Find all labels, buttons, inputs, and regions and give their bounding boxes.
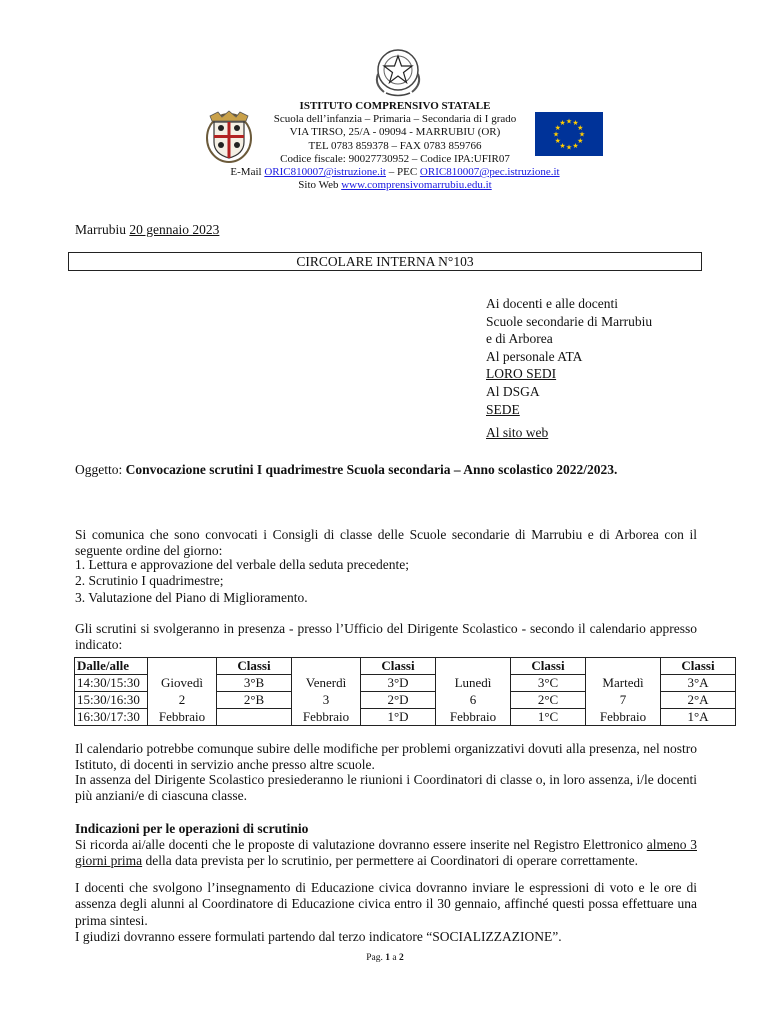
schedule-intro: Gli scrutini si svolgeranno in presenza - presso l’Ufficio del Dirigente Scolastico - secondo il calendario appresso indicato: — [75, 621, 697, 653]
school-codes: Codice fiscale: 90027730952 – Codice IPA:UFIR07 — [280, 152, 510, 165]
eu-star-icon: ★ — [554, 124, 561, 132]
recipient-line: Al DSGA — [486, 383, 540, 399]
school-levels: Scuola dell’infanzia – Primaria – Secondaria di I grado — [273, 113, 517, 126]
pec-link[interactable]: ORIC810007@pec.istruzione.it — [419, 166, 560, 179]
class-header: Classi — [217, 658, 292, 675]
school-emails — [150, 166, 640, 179]
eu-star-icon: ★ — [559, 141, 566, 150]
school-website — [150, 179, 640, 192]
day-number: 2 — [148, 692, 217, 709]
class-cell: 2°A — [661, 692, 736, 709]
page-number — [0, 953, 770, 963]
date-place: Marrubiu — [75, 222, 130, 237]
page-sep: a — [390, 953, 399, 963]
day-month: Febbraio — [148, 709, 217, 726]
indications-paragraph-1 — [75, 837, 697, 870]
class-cell — [217, 709, 292, 726]
eu-star-icon: ★ — [572, 119, 579, 128]
recipient-line: e di Arborea — [486, 331, 553, 347]
class-cell: 1°D — [361, 709, 436, 726]
agenda-item: 3. Valutazione del Piano di Miglioramento. — [75, 589, 308, 605]
table-row — [75, 675, 736, 692]
intro-paragraph: Si comunica che sono convocati i Consigli di classe delle Scuole secondarie di Marrubiu e di Arborea con il seguente ordine del giorno: — [75, 527, 697, 559]
school-address: VIA TIRSO, 25/A - 09094 - MARRUBIU (OR) — [289, 126, 501, 139]
day-name: Martedì — [586, 675, 661, 692]
table-row — [75, 709, 736, 726]
time-cell: 16:30/17:30 — [75, 709, 148, 726]
recipient-line: Scuole secondarie di Marrubiu — [486, 313, 653, 329]
indications-deadline: almeno 3 giorni prima — [75, 837, 697, 869]
recipient-line: LORO SEDI — [486, 366, 557, 382]
table-row — [75, 692, 736, 709]
day-month: Febbraio — [292, 709, 361, 726]
class-cell: 1°C — [511, 709, 586, 726]
class-cell: 3°C — [511, 675, 586, 692]
class-cell: 2°B — [217, 692, 292, 709]
eu-star-icon: ★ — [565, 117, 573, 126]
day-cell-empty — [586, 658, 661, 675]
document-date — [75, 222, 219, 238]
school-phone: TEL 0783 859378 – FAX 0783 859766 — [308, 139, 482, 152]
day-name: Venerdì — [292, 675, 361, 692]
eu-star-icon: ★ — [554, 137, 561, 145]
subject-label: Oggetto: — [75, 462, 126, 477]
agenda-list — [75, 557, 409, 606]
subject-line — [75, 462, 617, 478]
class-cell: 3°D — [361, 675, 436, 692]
class-cell: 1°A — [661, 709, 736, 726]
day-number: 3 — [292, 692, 361, 709]
absence-note: In assenza del Dirigente Scolastico presiederanno le riunioni i Coordinatori di classe o, in loro assenza, i/le docenti più anziani/e di ciascuna classe. — [75, 772, 697, 804]
recipients-block — [486, 295, 652, 442]
indications-title: Indicazioni per le operazioni di scrutinio — [75, 821, 309, 836]
day-cell-empty — [436, 658, 511, 675]
indications-text: della data prevista per lo scrutinio, per permettere ai Coordinatori di operare correttamente. — [142, 853, 639, 869]
agenda-item: 1. Lettura e approvazione del verbale della seduta precedente; — [75, 557, 409, 572]
agenda-item: 2. Scrutinio I quadrimestre; — [75, 573, 224, 589]
web-prefix: Sito Web — [298, 179, 342, 192]
school-header — [150, 100, 640, 192]
day-number: 7 — [586, 692, 661, 709]
website-link[interactable]: www.comprensivomarrubiu.edu.it — [341, 179, 492, 192]
class-cell: 3°A — [661, 675, 736, 692]
eu-star-icon: ★ — [565, 143, 573, 152]
recipient-line: Al personale ATA — [486, 348, 583, 364]
class-cell: 2°D — [361, 692, 436, 709]
class-header: Classi — [361, 658, 436, 675]
day-month: Febbraio — [436, 709, 511, 726]
class-header: Classi — [511, 658, 586, 675]
day-number: 6 — [436, 692, 511, 709]
subject-text: Convocazione scrutini I quadrimestre Scuola secondaria – Anno scolastico 2022/2023. — [125, 462, 618, 477]
page-current: 1 — [385, 953, 391, 963]
recipient-line: SEDE — [486, 401, 520, 417]
indications-paragraph-3: I giudizi dovranno essere formulati partendo dal terzo indicatore “SOCIALIZZAZIONE”. — [75, 929, 562, 944]
recipient-line: Ai docenti e alle docenti — [486, 296, 618, 311]
calendar-note: Il calendario potrebbe comunque subire delle modifiche per problemi organizzativi dovuti alla presenza, nel nostro Istituto, di docenti in servizio anche presso altre scuole. — [75, 741, 697, 773]
page-total: 2 — [398, 953, 404, 963]
circolare-title: CIRCOLARE INTERNA N°103 — [68, 252, 702, 271]
page-prefix: Pag. — [366, 953, 386, 963]
eu-star-icon: ★ — [577, 124, 584, 132]
date-value: 20 gennaio 2023 — [129, 222, 220, 237]
institute-name: ISTITUTO COMPRENSIVO STATALE — [299, 100, 491, 112]
email-link[interactable]: ORIC810007@istruzione.it — [264, 166, 386, 179]
day-month: Febbraio — [586, 709, 661, 726]
day-cell-empty — [292, 658, 361, 675]
day-cell-empty — [148, 658, 217, 675]
class-header: Classi — [661, 658, 736, 675]
table-header-row — [75, 658, 736, 675]
recipient-line: Al sito web — [486, 425, 549, 441]
time-cell: 15:30/16:30 — [75, 692, 148, 709]
time-cell: 14:30/15:30 — [75, 675, 148, 692]
italian-republic-emblem-icon — [370, 44, 426, 98]
eu-star-icon: ★ — [577, 137, 584, 145]
eu-star-icon: ★ — [552, 130, 560, 139]
eu-star-icon: ★ — [572, 141, 579, 150]
schedule-table — [74, 657, 736, 726]
pec-prefix: – PEC — [385, 166, 420, 179]
class-cell: 3°B — [217, 675, 292, 692]
indications-text: Si ricorda ai/alle docenti che le proposte di valutazione dovranno essere inserite nel Registro Elettronico — [75, 837, 647, 852]
time-header: Dalle/alle — [75, 658, 148, 675]
day-name: Lunedì — [436, 675, 511, 692]
eu-star-icon: ★ — [559, 119, 566, 128]
eu-star-icon: ★ — [578, 130, 586, 139]
class-cell: 2°C — [511, 692, 586, 709]
indications-paragraph-2: I docenti che svolgono l’insegnamento di Educazione civica dovranno inviare le espressioni di voto e le ore di assenza degli alunni al Coordinatore di Educazione civica entro il 30 gennaio, affinché questi possa effettuare una prima sintesi. — [75, 880, 697, 928]
email-prefix: E-Mail — [230, 166, 265, 179]
day-name: Giovedì — [148, 675, 217, 692]
